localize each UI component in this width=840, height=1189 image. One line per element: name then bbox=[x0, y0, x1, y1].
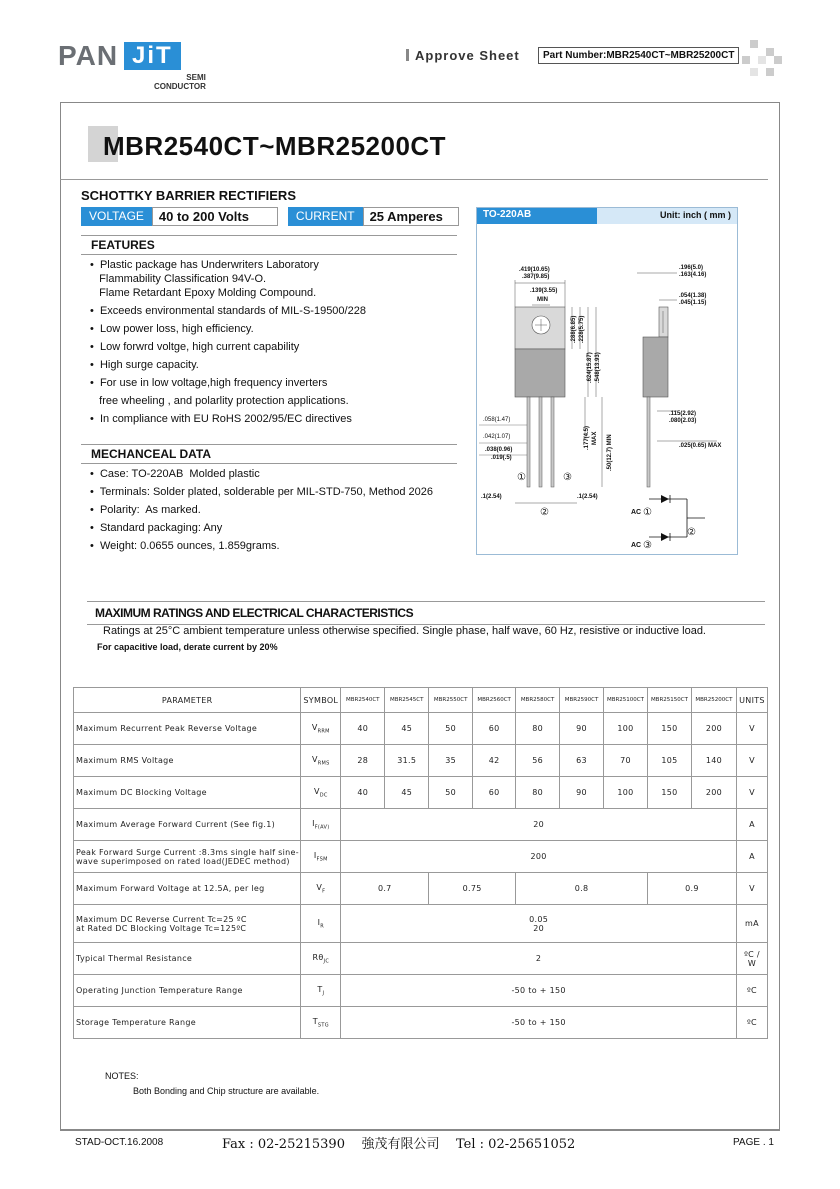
to220-outline-drawing bbox=[477, 225, 737, 555]
list-item: • Plastic package has Underwriters Laboratory bbox=[90, 259, 319, 271]
dim-label: .115(2.92) bbox=[669, 411, 697, 417]
package-drawing-box bbox=[476, 207, 738, 555]
ratings-conditions: Ratings at 25°C ambient temperature unless otherwise specified. Single phase, half wave, 60 Hz, resistive or inductive load. bbox=[103, 625, 706, 637]
schematic-ac-label: AC bbox=[631, 542, 642, 549]
ratings-heading: MAXIMUM RATINGS AND ELECTRICAL CHARACTERISTICS bbox=[87, 601, 765, 625]
logo-semiconductor-text: SEMI CONDUCTOR bbox=[154, 73, 206, 91]
table-row: Maximum Recurrent Peak Reverse Voltage $V_{RRM}$ 40 45 50 60 80 90 100 150 200 V bbox=[74, 713, 768, 745]
dim-label: .196(5.0) bbox=[679, 265, 704, 271]
dim-label: .624(15.87) bbox=[587, 352, 593, 383]
col-header: MBR25100CT bbox=[604, 688, 648, 713]
dim-label: .1(2.54) bbox=[577, 494, 598, 500]
features-heading: FEATURES bbox=[81, 235, 457, 255]
mechanical-list bbox=[90, 465, 433, 555]
table-row: Operating Junction Temperature Range $T_J$ -50 to + 150 ºC bbox=[74, 975, 768, 1007]
dim-label: .1(2.54) bbox=[481, 494, 502, 500]
list-item: Flame Retardant Epoxy Molding Compound. bbox=[90, 287, 317, 299]
col-header: MBR2580CT bbox=[516, 688, 560, 713]
table-row: Typical Thermal Resistance $R\theta_{JC}$ 2 ºC / W bbox=[74, 943, 768, 975]
voltage-value: 40 to 200 Volts bbox=[152, 207, 278, 226]
col-header: MBR25150CT bbox=[647, 688, 691, 713]
table-row: Maximum DC Reverse Current Tc=25 ºC at Rated DC Blocking Voltage Tc=125ºC $I_R$ 0.05 20 mA bbox=[74, 905, 768, 943]
dim-label: .50(12.7) MIN bbox=[607, 434, 613, 471]
list-item: • Low forwrd voltge, high current capability bbox=[90, 341, 300, 353]
col-header: PARAMETER bbox=[74, 688, 301, 713]
col-header: SYMBOL bbox=[301, 688, 341, 713]
col-header: MBR2545CT bbox=[385, 688, 429, 713]
dim-label: .163(4.16) bbox=[679, 272, 707, 278]
dim-label: .228(5.75) bbox=[579, 315, 585, 343]
mechanical-heading: MECHANCEAL DATA bbox=[81, 444, 457, 464]
features-list bbox=[90, 258, 366, 428]
table-row: Storage Temperature Range $T_{STG}$ -50 to + 150 ºC bbox=[74, 1007, 768, 1039]
footer-doc-date: STAD-OCT.16.2008 bbox=[75, 1137, 164, 1148]
dim-label: .139(3.55) bbox=[530, 288, 558, 294]
dim-label: .080(2.03) bbox=[669, 418, 697, 424]
pin-marker: ③ bbox=[643, 540, 652, 551]
pin-marker: ② bbox=[540, 507, 549, 518]
list-item: Flammability Classification 94V-O. bbox=[90, 273, 267, 285]
col-header: MBR25200CT bbox=[691, 688, 736, 713]
list-item: • In compliance with EU RoHS 2002/95/EC directives bbox=[90, 413, 352, 425]
table-row: Maximum DC Blocking Voltage $V_{DC}$ 40 45 50 60 80 90 100 150 200 V bbox=[74, 777, 768, 809]
notes-label: NOTES: bbox=[105, 1071, 139, 1081]
dim-label: .025(0.65) MAX bbox=[679, 443, 722, 449]
dim-label: .045(1.15) bbox=[679, 300, 707, 306]
list-item: • Exceeds environmental standards of MIL-S-19500/228 bbox=[90, 305, 366, 317]
list-item: • Terminals: Solder plated, solderable per MIL-STD-750, Method 2026 bbox=[90, 486, 433, 498]
ratings-capacitive-note: For capacitive load, derate current by 20% bbox=[97, 642, 278, 652]
approve-sheet-label: Approve Sheet bbox=[406, 48, 520, 63]
schematic-ac-label: AC bbox=[631, 509, 642, 516]
pin-marker: ② bbox=[687, 527, 696, 538]
voltage-label: VOLTAGE bbox=[81, 207, 152, 226]
pin-marker: ① bbox=[517, 472, 526, 483]
dim-label: .038(0.96) bbox=[485, 447, 513, 453]
list-item: • Low power loss, high efficiency. bbox=[90, 323, 254, 335]
col-header: MBR2540CT bbox=[341, 688, 385, 713]
decorative-squares bbox=[742, 40, 782, 80]
footer-page-number: PAGE . 1 bbox=[733, 1137, 774, 1148]
pin-marker: ③ bbox=[563, 472, 572, 483]
list-item: • Polarity: As marked. bbox=[90, 504, 201, 516]
table-row: Peak Forward Surge Current :8.3ms single half sine- wave superimposed on rated load(JEDEC method) $I_{FSM}$ 200 A bbox=[74, 841, 768, 873]
table-row: Maximum Average Forward Current (See fig.1) $I_{F(AV)}$ 20 A bbox=[74, 809, 768, 841]
package-name: TO-220AB bbox=[477, 208, 597, 224]
notes-text: Both Bonding and Chip structure are available. bbox=[133, 1086, 320, 1096]
dim-label: .019(.5) bbox=[491, 455, 512, 461]
logo-jit-text: JiT bbox=[124, 42, 181, 70]
page-title: MBR2540CT~MBR25200CT bbox=[103, 131, 447, 161]
col-header: UNITS bbox=[736, 688, 767, 713]
list-item: free wheeling , and polarlity protection applications. bbox=[90, 395, 349, 407]
logo-pan-text: PAN bbox=[58, 40, 119, 71]
table-header-row bbox=[74, 688, 768, 713]
table-row: Maximum RMS Voltage $V_{RMS}$ 28 31.5 35 42 56 63 70 105 140 V bbox=[74, 745, 768, 777]
list-item: • Weight: 0.0655 ounces, 1.859grams. bbox=[90, 540, 280, 552]
footer-contact: Fax : 02-25215390 強茂有限公司 Tel : 02-25651052 bbox=[222, 1137, 576, 1152]
list-item: • Case: TO-220AB Molded plastic bbox=[90, 468, 260, 480]
dim-label: .042(1.07) bbox=[483, 434, 511, 440]
col-header: MBR2550CT bbox=[429, 688, 473, 713]
package-unit: Unit: inch ( mm ) bbox=[597, 208, 737, 224]
dim-label: .548(13.93) bbox=[595, 352, 601, 383]
dim-label: .058(1.47) bbox=[483, 417, 511, 423]
dim-label: .177(4.5) bbox=[584, 425, 590, 450]
dim-label: .288(6.85) bbox=[571, 315, 577, 343]
col-header: MBR2590CT bbox=[560, 688, 604, 713]
current-label: CURRENT bbox=[288, 207, 363, 226]
list-item: • For use in low voltage,high frequency inverters bbox=[90, 377, 328, 389]
dim-label: .419(10.65) bbox=[519, 267, 550, 273]
part-number-box: Part Number:MBR2540CT~MBR25200CT bbox=[538, 47, 739, 64]
ratings-table bbox=[73, 687, 768, 1039]
panjit-logo bbox=[58, 40, 206, 91]
dim-label: MAX bbox=[592, 431, 598, 445]
table-row: Maximum Forward Voltage at 12.5A, per leg $V_F$ 0.7 0.75 0.8 0.9 V bbox=[74, 873, 768, 905]
spec-row bbox=[81, 207, 459, 227]
col-header: MBR2560CT bbox=[473, 688, 516, 713]
dim-label: .054(1.38) bbox=[679, 293, 707, 299]
current-value: 25 Amperes bbox=[363, 207, 459, 226]
dim-label: MIN bbox=[537, 297, 548, 303]
dim-label: .387(9.85) bbox=[522, 274, 550, 280]
list-item: • High surge capacity. bbox=[90, 359, 199, 371]
product-subtitle: SCHOTTKY BARRIER RECTIFIERS bbox=[81, 188, 296, 203]
list-item: • Standard packaging: Any bbox=[90, 522, 223, 534]
pin-marker: ① bbox=[643, 507, 652, 518]
